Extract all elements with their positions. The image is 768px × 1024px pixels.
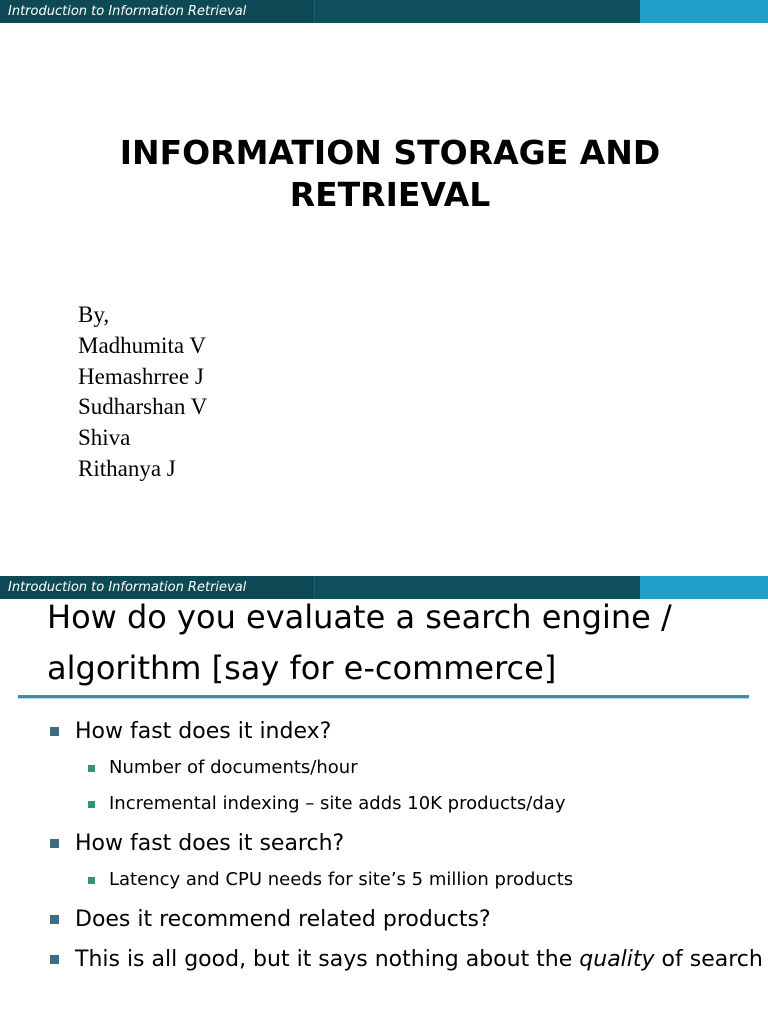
- slide-header-text: Introduction to Information Retrieval: [8, 4, 247, 19]
- header-bar-middle-segment: [314, 0, 641, 23]
- bullet-text-pre: This is all good, but it says nothing about the: [75, 947, 580, 972]
- author-list: [78, 300, 207, 485]
- header-bar-accent-segment: [640, 0, 768, 23]
- slide-title-line-2: RETRIEVAL: [289, 175, 491, 214]
- square-bullet-icon: [50, 839, 59, 848]
- square-sub-bullet-icon: [88, 765, 95, 772]
- bullet-text-emphasis: quality: [579, 947, 655, 972]
- slide-title: [47, 592, 762, 694]
- sub-bullet-text: Latency and CPU needs for site’s 5 million products: [109, 869, 574, 890]
- author-by-label: By,: [78, 302, 110, 327]
- sub-bullet-text: Incremental indexing – site adds 10K products/day: [109, 793, 566, 814]
- sub-bullet-item: [0, 862, 768, 898]
- sub-bullet-item: [0, 786, 768, 822]
- bullet-text: How fast does it index?: [75, 719, 332, 744]
- author-name: Shiva: [78, 425, 131, 451]
- bullet-text: Does it recommend related products?: [75, 907, 491, 932]
- bullet-list: [0, 714, 768, 978]
- title-underline-rule: [18, 695, 749, 699]
- content-slide: [0, 576, 768, 1024]
- slide-title-line-2: algorithm [say for e-commerce]: [47, 649, 557, 687]
- slide-header-bar: [0, 0, 768, 23]
- bullet-item: [0, 714, 768, 750]
- sub-bullet-item: [0, 750, 768, 786]
- bullet-text: How fast does it search?: [75, 831, 345, 856]
- bullet-item: [0, 942, 768, 978]
- author-name: Sudharshan V: [78, 394, 208, 420]
- square-bullet-icon: [50, 955, 59, 964]
- square-bullet-icon: [50, 915, 59, 924]
- author-name: Madhumita V: [78, 332, 206, 358]
- slide-header-text: Introduction to Information Retrieval: [8, 580, 247, 595]
- sub-bullet-text: Number of documents/hour: [109, 757, 358, 778]
- bullet-item: [0, 826, 768, 862]
- square-sub-bullet-icon: [88, 877, 95, 884]
- author-name: Hemashrree J: [78, 363, 204, 389]
- square-bullet-icon: [50, 727, 59, 736]
- bullet-item: [0, 902, 768, 938]
- slide-title-line-1: How do you evaluate a search engine /: [47, 598, 672, 636]
- slide-title: [84, 132, 696, 216]
- bullet-text-post: of search: [654, 947, 763, 972]
- author-name: Rithanya J: [78, 455, 176, 481]
- square-sub-bullet-icon: [88, 801, 95, 808]
- slide-title-line-1: INFORMATION STORAGE AND: [119, 133, 661, 172]
